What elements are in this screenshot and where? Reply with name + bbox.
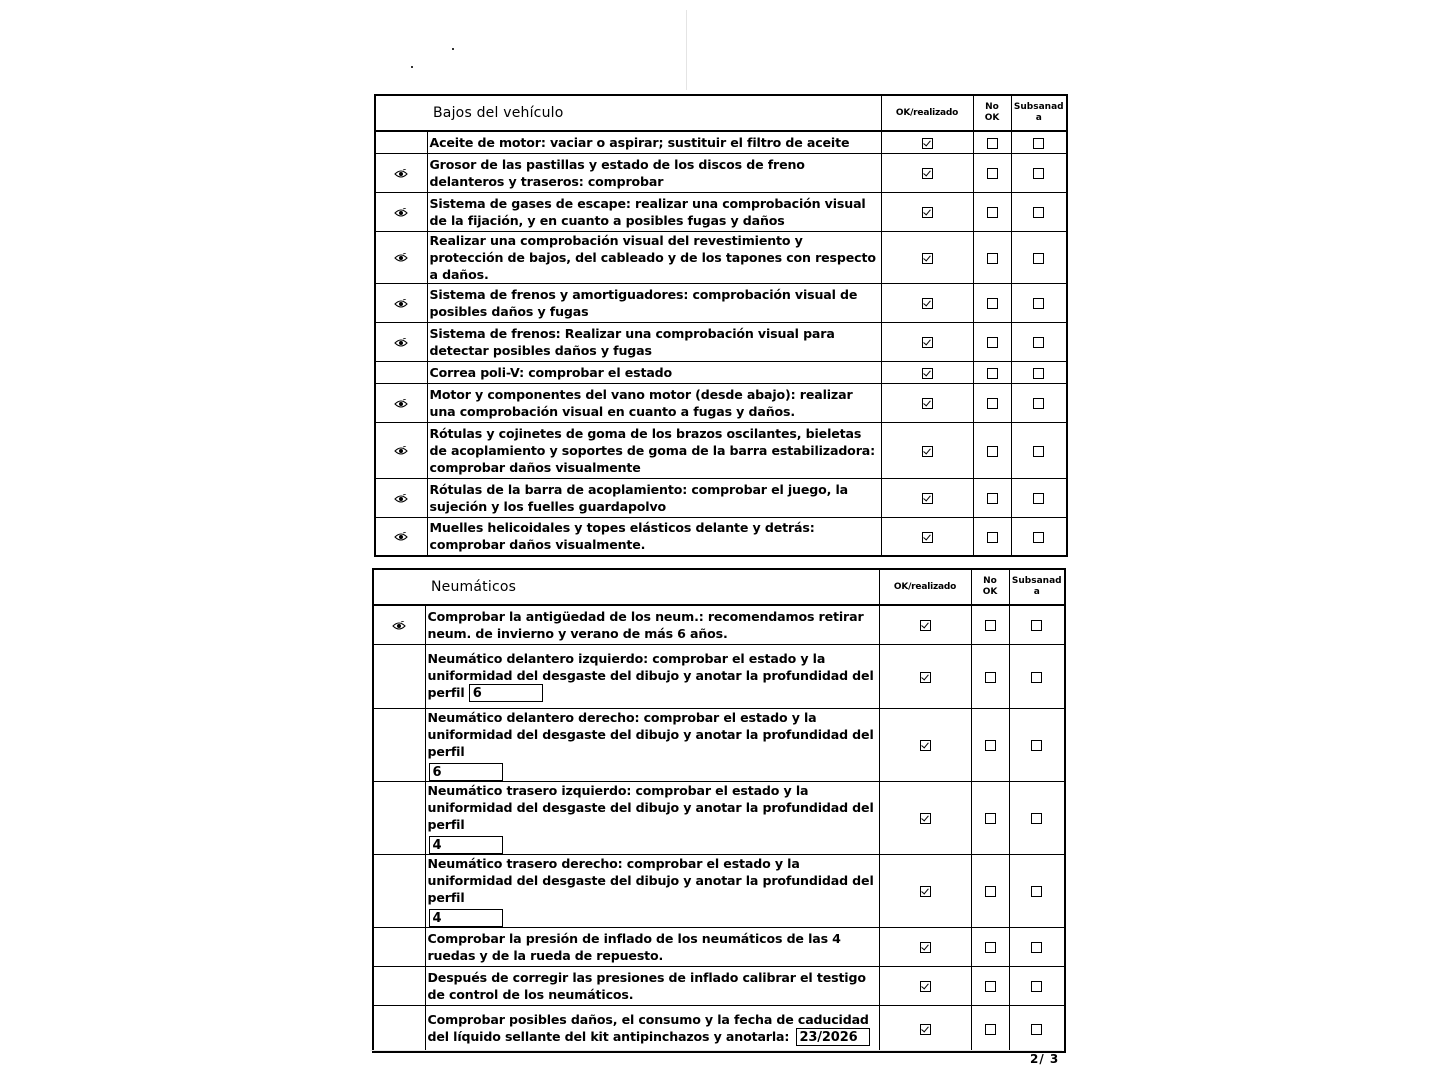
checkbox-ok[interactable]	[920, 886, 931, 897]
row-description	[425, 927, 879, 966]
section-title: Neumáticos	[425, 569, 879, 605]
checkbox-fixed[interactable]	[1033, 207, 1044, 218]
checkbox-ok-cell	[881, 131, 973, 153]
checkbox-ok-cell	[879, 708, 971, 781]
eye-icon	[394, 164, 408, 183]
section-tyres	[372, 568, 1066, 1053]
checkbox-not-ok[interactable]	[987, 253, 998, 264]
checkbox-ok[interactable]	[922, 398, 933, 409]
checkbox-ok[interactable]	[920, 740, 931, 751]
checklist-row	[375, 361, 1067, 383]
row-description	[425, 781, 879, 854]
checkbox-not-ok-cell	[973, 478, 1011, 517]
checkbox-ok[interactable]	[922, 138, 933, 149]
checkbox-ok[interactable]	[922, 207, 933, 218]
row-text: Después de corregir las presiones de inflado calibrar el testigo de control de los neumáticos.	[427, 969, 866, 1002]
row-description	[427, 231, 881, 283]
checkbox-fixed[interactable]	[1031, 740, 1042, 751]
checklist-row	[375, 192, 1067, 231]
checklist-row	[373, 781, 1065, 854]
column-header-ok: OK/realizado	[879, 569, 971, 605]
row-description	[425, 644, 879, 708]
row-icon-cell	[375, 153, 427, 192]
row-text: Sistema de gases de escape: realizar una comprobación visual de la fijación, y en cuanto a posibles fugas y daños	[429, 195, 866, 228]
checkbox-ok-cell	[879, 966, 971, 1005]
value-field[interactable]: 6	[469, 684, 543, 702]
checkbox-ok[interactable]	[922, 253, 933, 264]
row-text: Rótulas de la barra de acoplamiento: comprobar el juego, la sujeción y los fuelles guardapolvo	[429, 481, 849, 514]
checkbox-ok-cell	[881, 322, 973, 361]
value-field[interactable]: 4	[429, 909, 503, 927]
row-description	[427, 361, 881, 383]
checkbox-ok-cell	[881, 517, 973, 556]
eye-icon	[394, 394, 408, 413]
row-text: Realizar una comprobación visual del revestimiento y protección de bajos, del cableado y de los tapones con respecto a daños.	[429, 232, 876, 282]
checkbox-fixed[interactable]	[1031, 942, 1042, 953]
checkbox-not-ok[interactable]	[987, 493, 998, 504]
row-icon-cell	[373, 644, 425, 708]
eye-icon	[394, 489, 408, 508]
checkbox-fixed-cell	[1009, 966, 1065, 1005]
checkbox-ok-cell	[881, 192, 973, 231]
checkbox-fixed[interactable]	[1033, 532, 1044, 543]
row-text: Muelles helicoidales y topes elásticos delante y detrás: comprobar daños visualmente.	[429, 520, 815, 553]
row-text: Sistema de frenos: Realizar una comprobación visual para detectar posibles daños y fugas	[429, 325, 835, 358]
checkbox-fixed-cell	[1009, 781, 1065, 854]
section-header	[375, 95, 1067, 131]
checkbox-ok[interactable]	[922, 532, 933, 543]
checkbox-fixed[interactable]	[1031, 981, 1042, 992]
checkbox-ok-cell	[881, 383, 973, 422]
row-icon-cell	[373, 966, 425, 1005]
row-description	[427, 131, 881, 153]
column-header-fixed: Subsanad a	[1009, 569, 1065, 605]
eye-icon	[394, 248, 408, 267]
checkbox-ok[interactable]	[920, 1024, 931, 1035]
checkbox-ok[interactable]	[922, 298, 933, 309]
checkbox-fixed[interactable]	[1033, 337, 1044, 348]
checkbox-fixed[interactable]	[1033, 168, 1044, 179]
checkbox-fixed-cell	[1009, 1005, 1065, 1052]
row-description	[425, 708, 879, 781]
checkbox-ok-cell	[879, 1005, 971, 1052]
row-icon-cell	[373, 708, 425, 781]
column-header-fixed: Subsanad a	[1011, 95, 1067, 131]
row-icon-cell	[373, 1005, 425, 1052]
checkbox-not-ok[interactable]	[985, 1024, 996, 1035]
row-icon-cell	[375, 131, 427, 153]
row-icon-cell	[375, 283, 427, 322]
checkbox-not-ok[interactable]	[985, 740, 996, 751]
checkbox-ok[interactable]	[920, 813, 931, 824]
row-text: Neumático delantero izquierdo: comprobar el estado y la uniformidad del desgaste del dibujo y anotar la profundidad del perfil	[427, 650, 874, 700]
checkbox-not-ok[interactable]	[985, 942, 996, 953]
value-field[interactable]: 23/2026	[796, 1028, 870, 1046]
checkbox-not-ok-cell	[971, 927, 1009, 966]
eye-icon	[394, 333, 408, 352]
checklist-row	[373, 966, 1065, 1005]
checkbox-ok-cell	[881, 153, 973, 192]
checkbox-not-ok-cell	[971, 644, 1009, 708]
row-text: Motor y componentes del vano motor (desde abajo): realizar una comprobación visual en cuanto a fugas y daños.	[429, 386, 853, 419]
checkbox-ok-cell	[879, 927, 971, 966]
value-field[interactable]: 6	[429, 763, 503, 781]
checklist-row	[375, 283, 1067, 322]
checkbox-ok-cell	[881, 478, 973, 517]
checkbox-not-ok[interactable]	[987, 337, 998, 348]
column-header-not-ok: No OK	[971, 569, 1009, 605]
checkbox-ok-cell	[879, 644, 971, 708]
checkbox-not-ok[interactable]	[985, 886, 996, 897]
checkbox-ok[interactable]	[920, 672, 931, 683]
row-description	[425, 1005, 879, 1052]
checkbox-not-ok-cell	[973, 153, 1011, 192]
checkbox-not-ok-cell	[973, 517, 1011, 556]
checkbox-fixed[interactable]	[1033, 138, 1044, 149]
checkbox-fixed-cell	[1011, 131, 1067, 153]
checklist-row	[375, 383, 1067, 422]
checkbox-fixed-cell	[1011, 478, 1067, 517]
section-underbody	[374, 94, 1068, 557]
row-text: Neumático delantero derecho: comprobar el estado y la uniformidad del desgaste del dibujo y anotar la profundidad del perfil	[427, 709, 874, 759]
checkbox-fixed[interactable]	[1031, 1024, 1042, 1035]
row-text: Rótulas y cojinetes de goma de los brazos oscilantes, bieletas de acoplamiento y soportes de goma de la barra estabilizadora: comprobar daños visualmente	[429, 425, 875, 475]
eye-icon	[394, 294, 408, 313]
row-text: Neumático trasero izquierdo: comprobar el estado y la uniformidad del desgaste del dibujo y anotar la profundidad del perfil	[427, 782, 874, 832]
value-field[interactable]: 4	[429, 836, 503, 854]
checkbox-not-ok-cell	[973, 322, 1011, 361]
checkbox-not-ok[interactable]	[987, 532, 998, 543]
checkbox-fixed-cell	[1011, 322, 1067, 361]
checkbox-fixed[interactable]	[1033, 368, 1044, 379]
checkbox-fixed-cell	[1009, 854, 1065, 927]
row-text: Grosor de las pastillas y estado de los discos de freno delanteros y traseros: comprobar	[429, 156, 805, 189]
row-icon-cell	[373, 781, 425, 854]
footer-divider	[370, 1050, 1062, 1051]
checklist-row	[375, 517, 1067, 556]
checkbox-not-ok[interactable]	[987, 168, 998, 179]
checkbox-ok-cell	[881, 231, 973, 283]
checkbox-not-ok-cell	[971, 781, 1009, 854]
row-text: Comprobar posibles daños, el consumo y la fecha de caducidad del líquido sellante del kit antipinchazos y anotarla:	[427, 1011, 869, 1044]
row-description	[427, 383, 881, 422]
scan-speck	[411, 66, 413, 68]
checkbox-ok[interactable]	[922, 368, 933, 379]
checkbox-not-ok-cell	[973, 231, 1011, 283]
row-text: Sistema de frenos y amortiguadores: comprobación visual de posibles daños y fugas	[429, 286, 858, 319]
row-icon-cell	[375, 478, 427, 517]
checkbox-ok[interactable]	[920, 981, 931, 992]
row-text: Correa poli-V: comprobar el estado	[429, 364, 673, 380]
checklist-row	[375, 131, 1067, 153]
checkbox-fixed[interactable]	[1031, 886, 1042, 897]
row-description	[427, 192, 881, 231]
checklist-row	[373, 854, 1065, 927]
checkbox-fixed-cell	[1011, 283, 1067, 322]
checkbox-not-ok[interactable]	[985, 620, 996, 631]
scan-speck	[452, 48, 454, 50]
checklist-row	[373, 927, 1065, 966]
checkbox-not-ok[interactable]	[987, 298, 998, 309]
checkbox-ok-cell	[881, 422, 973, 478]
checkbox-not-ok-cell	[971, 854, 1009, 927]
checkbox-not-ok[interactable]	[987, 398, 998, 409]
row-description	[425, 605, 879, 644]
row-icon-cell	[375, 361, 427, 383]
checkbox-not-ok[interactable]	[985, 672, 996, 683]
checkbox-ok[interactable]	[922, 446, 933, 457]
checklist-row	[373, 1005, 1065, 1052]
checkbox-not-ok[interactable]	[987, 446, 998, 457]
checkbox-ok-cell	[879, 605, 971, 644]
column-header-ok: OK/realizado	[881, 95, 973, 131]
checkbox-ok-cell	[879, 781, 971, 854]
checkbox-fixed-cell	[1011, 383, 1067, 422]
checkbox-not-ok-cell	[973, 131, 1011, 153]
checkbox-fixed-cell	[1009, 644, 1065, 708]
checkbox-fixed[interactable]	[1033, 253, 1044, 264]
checkbox-not-ok-cell	[973, 192, 1011, 231]
checkbox-ok[interactable]	[920, 942, 931, 953]
row-description	[427, 283, 881, 322]
checkbox-fixed[interactable]	[1033, 446, 1044, 457]
checkbox-fixed[interactable]	[1033, 493, 1044, 504]
row-text: Aceite de motor: vaciar o aspirar; sustituir el filtro de aceite	[429, 134, 850, 150]
row-description	[427, 478, 881, 517]
checklist-row	[375, 153, 1067, 192]
row-icon-cell	[375, 192, 427, 231]
checkbox-fixed[interactable]	[1033, 398, 1044, 409]
checklist-row	[375, 422, 1067, 478]
checkbox-fixed-cell	[1011, 517, 1067, 556]
row-icon-cell	[375, 422, 427, 478]
checkbox-ok-cell	[881, 361, 973, 383]
row-text: Neumático trasero derecho: comprobar el estado y la uniformidad del desgaste del dibujo y anotar la profundidad del perfil	[427, 855, 874, 905]
checklist-row	[373, 708, 1065, 781]
checkbox-ok-cell	[881, 283, 973, 322]
checkbox-ok[interactable]	[920, 620, 931, 631]
checkbox-fixed-cell	[1011, 192, 1067, 231]
row-icon-cell	[375, 517, 427, 556]
checkbox-fixed-cell	[1011, 153, 1067, 192]
row-description	[427, 322, 881, 361]
checkbox-not-ok-cell	[973, 361, 1011, 383]
page-number: 2/ 3	[1030, 1052, 1060, 1066]
column-header-not-ok: No OK	[973, 95, 1011, 131]
checkbox-fixed-cell	[1011, 422, 1067, 478]
checkbox-not-ok-cell	[973, 422, 1011, 478]
row-icon-cell	[373, 927, 425, 966]
checkbox-not-ok[interactable]	[987, 368, 998, 379]
eye-icon	[394, 441, 408, 460]
checkbox-fixed-cell	[1009, 708, 1065, 781]
checkbox-ok-cell	[879, 854, 971, 927]
checkbox-not-ok-cell	[971, 966, 1009, 1005]
eye-icon	[394, 203, 408, 222]
row-description	[427, 422, 881, 478]
row-description	[427, 153, 881, 192]
checkbox-fixed-cell	[1011, 361, 1067, 383]
checklist-row	[375, 322, 1067, 361]
checkbox-ok[interactable]	[922, 493, 933, 504]
checklist-row	[373, 644, 1065, 708]
checkbox-ok[interactable]	[922, 337, 933, 348]
row-text: Comprobar la antigüedad de los neum.: recomendamos retirar neum. de invierno y verano de más 6 años.	[427, 608, 864, 641]
checkbox-not-ok[interactable]	[987, 207, 998, 218]
checkbox-fixed-cell	[1009, 605, 1065, 644]
row-icon-cell	[373, 605, 425, 644]
row-icon-cell	[375, 383, 427, 422]
checkbox-not-ok[interactable]	[985, 981, 996, 992]
checkbox-not-ok-cell	[973, 383, 1011, 422]
checkbox-fixed[interactable]	[1031, 620, 1042, 631]
row-description	[427, 517, 881, 556]
checklist-row	[375, 231, 1067, 283]
checkbox-fixed[interactable]	[1033, 298, 1044, 309]
row-icon-cell	[375, 231, 427, 283]
scan-fold-line	[686, 10, 687, 90]
row-icon-cell	[373, 854, 425, 927]
checkbox-not-ok-cell	[973, 283, 1011, 322]
row-description	[425, 966, 879, 1005]
checkbox-not-ok-cell	[971, 1005, 1009, 1052]
row-icon-cell	[375, 322, 427, 361]
checklist-row	[373, 605, 1065, 644]
checkbox-ok[interactable]	[922, 168, 933, 179]
eye-icon	[392, 616, 406, 635]
checkbox-not-ok[interactable]	[987, 138, 998, 149]
row-description	[425, 854, 879, 927]
checkbox-not-ok-cell	[971, 708, 1009, 781]
checkbox-fixed[interactable]	[1031, 813, 1042, 824]
row-text: Comprobar la presión de inflado de los neumáticos de las 4 ruedas y de la rueda de repuesto.	[427, 930, 841, 963]
section-title: Bajos del vehículo	[427, 95, 881, 131]
checkbox-fixed-cell	[1011, 231, 1067, 283]
checkbox-fixed[interactable]	[1031, 672, 1042, 683]
checklist-row	[375, 478, 1067, 517]
checkbox-not-ok[interactable]	[985, 813, 996, 824]
checkbox-fixed-cell	[1009, 927, 1065, 966]
checkbox-not-ok-cell	[971, 605, 1009, 644]
section-header	[373, 569, 1065, 605]
eye-icon	[394, 527, 408, 546]
